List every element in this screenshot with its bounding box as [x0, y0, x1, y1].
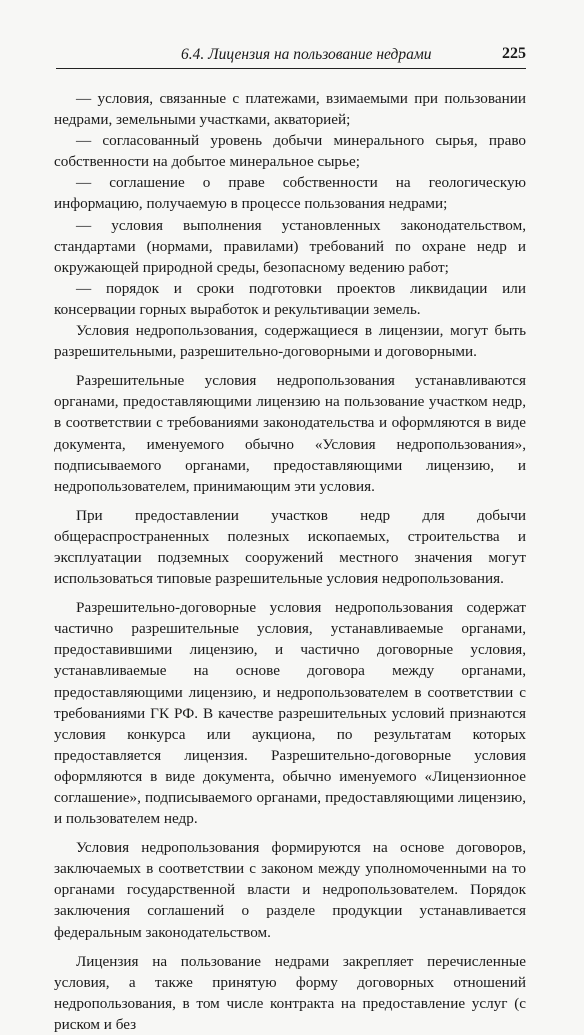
page-number: 225: [502, 45, 526, 62]
paragraph: Разрешительные условия недропользования устанавливаются органами, предоставляющими лицензию на пользование участком недр, в соответствии с требованиями законодательства и оформляются в виде документа, именуемого обычно «Условия недропользования», подписываемого органами, предоставляющими лицензию, и недропользователем, принимающим эти условия.: [54, 372, 526, 495]
body-text: [54, 88, 526, 1035]
list-item: — согласованный уровень добычи минерального сырья, право собственности на добытое минеральное сырье;: [54, 132, 526, 171]
list-item: — соглашение о праве собственности на геологическую информацию, получаемую в процессе пользования недрами;: [54, 174, 526, 213]
paragraph: Условия недропользования формируются на основе договоров, заключаемых в соответствии с законом между уполномоченными на то органами государственной власти и недропользователем. Порядок заключения соглашений о разделе продукции устанавливается федеральным законодательством.: [54, 839, 526, 941]
list-item: — условия выполнения установленных законодательством, стандартами (нормами, правилами) требований по охране недр и окружающей природной среды, безопасному ведению работ;: [54, 216, 526, 276]
paragraph: Разрешительно-договорные условия недропользования содержат частично разрешительные условия, устанавливаемые органами, предоставившими лицензию, и частично договорные условия, устанавливаемые на основе договора между органами, предоставляющими лицензию, и недропользователем в соответствии с требованиями ГК РФ. В качестве разрешительных условий признаются условия конкурса или аукциона, по результатам которых предоставляется лицензия. Разрешительно-договорные условия оформляются в виде документа, обычно именуемого «Лицензионное соглашение», подписываемого органами, предоставляющими лицензию, и пользователем недр.: [54, 599, 526, 828]
paragraph: Условия недропользования, содержащиеся в лицензии, могут быть разрешительными, разрешительно-договорными и договорными.: [54, 322, 526, 361]
paragraph: При предоставлении участков недр для добычи общераспространенных полезных ископаемых, строительства и эксплуатации подземных сооружений местного значения могут использоваться типовые разрешительные условия недропользования.: [54, 506, 526, 588]
list-item: — порядок и сроки подготовки проектов ликвидации или консервации горных выработок и рекультивации земель.: [54, 279, 526, 318]
running-header: [56, 44, 526, 69]
list-item: — условия, связанные с платежами, взимаемыми при пользовании недрами, земельными участками, акваторией;: [54, 90, 526, 129]
running-title: 6.4. Лицензия на пользование недрами: [181, 46, 432, 63]
paragraph: Лицензия на пользование недрами закрепляет перечисленные условия, а также принятую форму договорных отношений недропользования, в том числе контракта на предоставление услуг (с риском и без: [54, 952, 526, 1033]
